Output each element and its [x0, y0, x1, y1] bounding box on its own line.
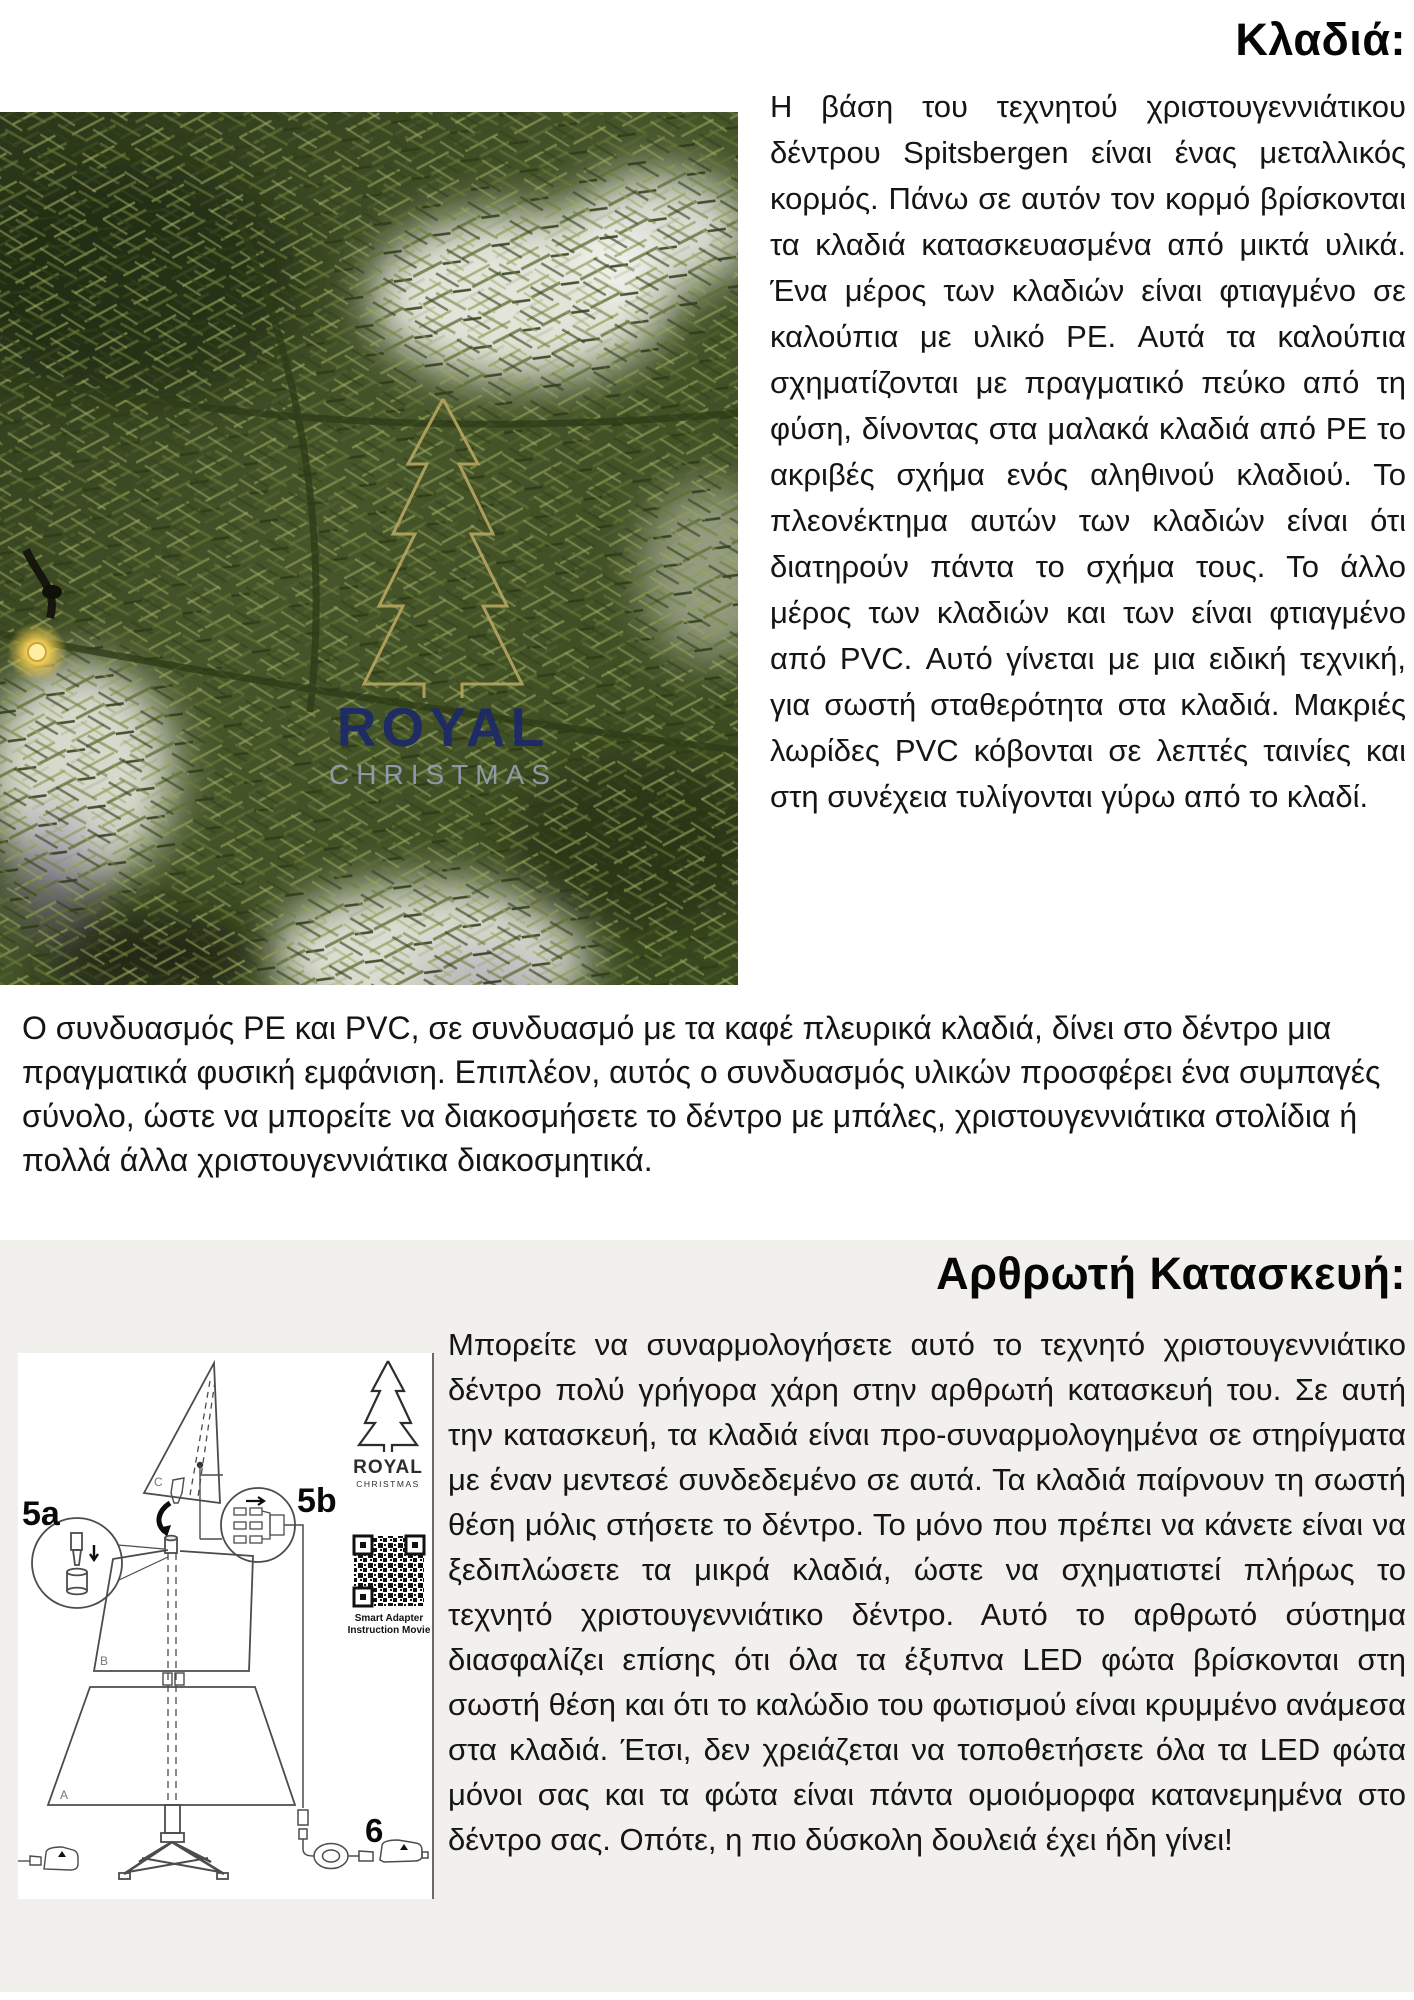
branches-photo — [0, 112, 738, 985]
logo-christmas-text: CHRISTMAS — [356, 1479, 420, 1489]
watermark-christmas-text: CHRISTMAS — [329, 759, 557, 790]
step-5a-label: 5a — [22, 1495, 60, 1533]
assembly-diagram — [18, 1353, 434, 1899]
assembly-diagram-image — [18, 1353, 432, 1899]
branches-body-text: Η βάση του τεχνητού χριστουγεννιάτικου δέντρου Spitsbergen είναι ένας μεταλλικός κορμός. Πάνω σε αυτόν τον κορμό βρίσκονται τα κλαδιά κατασκευασμένα από μικτά υλικά. Ένα μέρος των κλαδιών είναι φτιαγμένο σε καλούπια με υλικό PE. Αυτά τα καλούπια σχηματίζονται με πραγματικό πεύκο από τη φύση, δίνοντας στα μαλακά κλαδιά από PE το ακριβές σχήμα ενός αληθινού κλαδιού. Το πλεονέκτημα αυτών των κλαδιών είναι ότι διατηρούν πάντα το σχήμα τους. Το άλλο μέρος των κλαδιών και των είναι φτιαγμένο από PVC. Αυτό γίνεται με μια ειδική τεχνική, για σωστή σταθερότητα στα κλαδιά. Μακριές λωρίδες PVC κόβονται σε λεπτές ταινίες και στη συνέχεια τυλίγονται γύρω από το κλαδί. — [770, 89, 1406, 814]
needle-texture-layer-2 — [0, 112, 738, 985]
step-5b-label: 5b — [297, 1482, 337, 1520]
watermark-royal-text: ROYAL — [336, 696, 550, 758]
qr-code — [354, 1536, 424, 1606]
qr-caption-line2: Instruction Movie — [347, 1625, 431, 1636]
logo-royal-text: ROYAL — [353, 1457, 423, 1478]
modular-section-title: Αρθρωτή Κατασκευή: — [936, 1248, 1406, 1299]
branches-footer-text: Ο συνδυασμός PE και PVC, σε συνδυασμό με τα καφέ πλευρικά κλαδιά, δίνει στο δέντρο μια πραγματικά φυσική εμφάνιση. Επιπλέον, αυτός ο συνδυασμός υλικών προσφέρει ένα συμπαγές σύνολο, ώστε να μπορείτε να διακοσμήσετε το δέντρο με μπάλες, χριστουγεννιάτικα στολίδια ή πολλά άλλα χριστουγεννιάτικα διακοσμητικά. — [22, 1010, 1381, 1178]
part-a-label: A — [60, 1788, 69, 1802]
qr-caption-line1: Smart Adapter — [354, 1613, 424, 1624]
part-c-label: C — [154, 1475, 163, 1489]
part-b-label: B — [100, 1654, 109, 1668]
step-6-label: 6 — [365, 1812, 384, 1849]
branches-section-title: Κλαδιά: — [1235, 14, 1406, 65]
pine-branches-image — [0, 112, 738, 985]
modular-body-text: Μπορείτε να συναρμολογήσετε αυτό το τεχνητό χριστουγεννιάτικο δέντρο πολύ γρήγορα χάρη στην αρθρωτή κατασκευή του. Σε αυτή την κατασκευή, τα κλαδιά είναι προ-συναρμολογημένα σε στηρίγματα με έναν μεντεσέ συνδεδεμένο σε αυτά. Τα κλαδιά παίρνουν τη σωστή θέση μόλις στήσετε το δέντρο. Το μόνο που πρέπει να κάνετε είναι να ξεδιπλώσετε τα μικρά κλαδιά, ώστε να σχηματιστεί πλήρως το τεχνητό χριστουγεννιάτικο δέντρο. Αυτό το αρθρωτό σύστημα διασφαλίζει επίσης ότι όλα τα έξυπνα LED φώτα βρίσκονται στη σωστή θέση και ότι το καλώδιο του φωτισμού είναι κρυμμένο ανάμεσα στα κλαδιά. Έτσι, δεν χρειάζεται να τοποθετήσετε όλα τα LED φώτα μόνοι σας και τα φώτα είναι πάντα ομοιόμορφα κατανεμημένα στο δέντρο σας. Οπότε, η πιο δύσκολη δουλειά έχει ήδη γίνει! — [448, 1327, 1406, 1857]
modular-construction-section — [0, 1240, 1414, 1992]
